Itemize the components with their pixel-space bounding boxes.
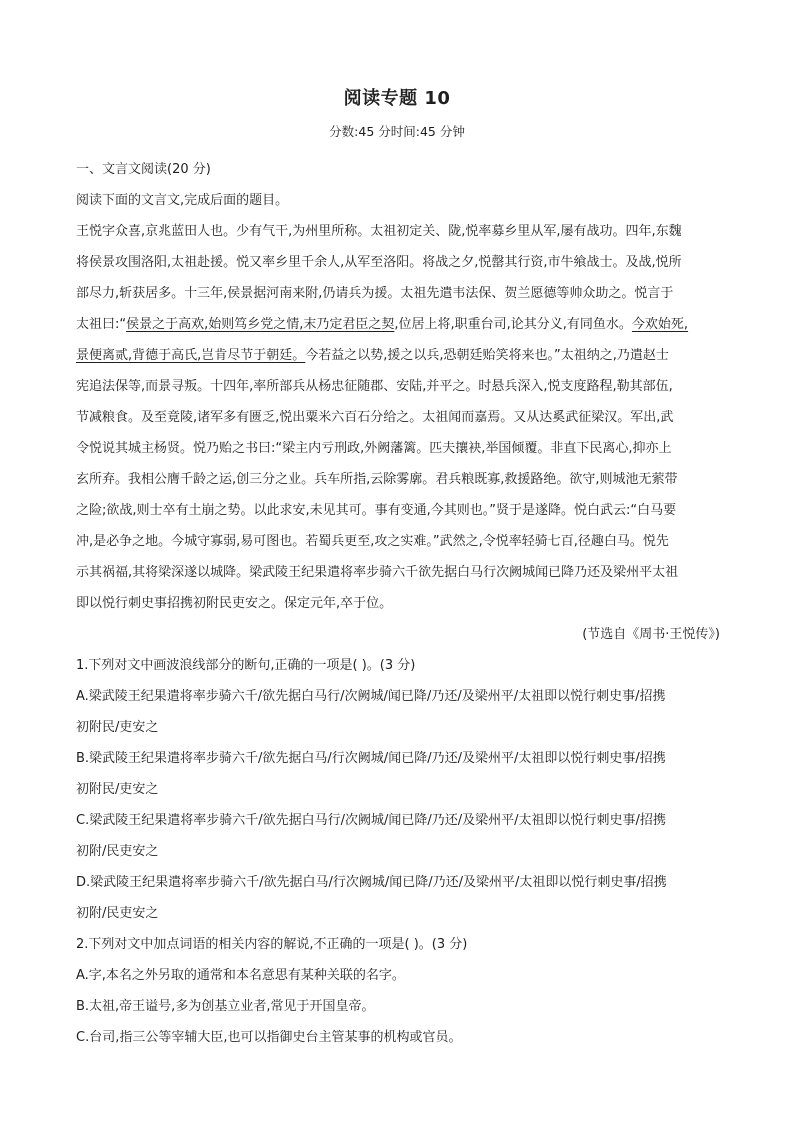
passage-line: 宪追法保等,而景寻叛。十四年,率所部兵从杨忠征随郡、安陆,并平之。时悬兵深入,悦支度路程,勒其部伍,: [76, 379, 673, 394]
underlined-passage-text: 今欢始死,: [631, 317, 689, 332]
passage-line: 节减粮食。及至竟陵,诸军多有匮乏,悦出粟米六百石分给之。太祖闻而嘉焉。又从达奚武征梁汉。军出,武: [76, 410, 674, 425]
passage-line: [76, 309, 720, 340]
underlined-passage-text: 侯景之于高欢,始则笃乡党之情,末乃定君臣之契: [126, 317, 395, 332]
section-heading: 一、文言文阅读(20 分): [76, 162, 211, 177]
question-1-option-c-cont: 初附/民吏安之: [76, 844, 159, 859]
question-2-stem: 2.下列对文中加点词语的相关内容的解说,不正确的一项是( )。(3 分): [76, 937, 468, 952]
passage-text: 今若益之以势,援之以兵,恐朝廷贻笑将来也。”太祖纳之,乃遣赵士: [305, 348, 669, 363]
passage-line: 玄所弃。我相公膺千龄之运,创三分之业。兵车所指,云除雾廓。君兵粮既寡,救援路绝。欲守,则城池无萦带: [76, 472, 678, 487]
passage-text: 即以悦行刺史事招携初附民吏安之。: [76, 596, 285, 611]
question-1-option-a: A.梁武陵王纪果遣将率步骑六千/欲先据白马行/次阙城/闻已降/乃还/及梁州平/太祖即以悦行刺史事/招携: [76, 689, 666, 704]
question-2-option-a: A.字,本名之外另取的通常和本名意思有某种关联的名字。: [76, 968, 405, 983]
passage-line: 将侯景攻围洛阳,太祖赴援。悦又率乡里千余人,从军至洛阳。将战之夕,悦罄其行资,市牛飨战士。及战,悦所: [76, 255, 682, 270]
underlined-passage-text: 景便离贰,背德于高氏,岂肯尽节于朝廷。: [76, 348, 306, 363]
question-1-option-b: B.梁武陵王纪果遣将率步骑六千/欲先据白马/行次阙城/闻已降/乃还/及梁州平/太祖即以悦行刺史事/招携: [76, 751, 666, 766]
passage-line: 部尽力,斩获居多。十三年,侯景据河南来附,仍请兵为援。太祖先遣韦法保、贺兰愿德等帅众助之。悦言于: [76, 286, 674, 301]
document-title: 阅读专题 10: [343, 88, 451, 109]
document-subtitle: 分数:45 分时间:45 分钟: [329, 124, 465, 139]
passage-line: [76, 557, 720, 588]
question-1-option-d: D.梁武陵王纪果遣将率步骑六千/欲先据白马/行次阙城/闻已降/乃还/及梁州平/太祖即以悦行刺史事/招携: [76, 875, 667, 890]
question-2-option-b: B.太祖,帝王谥号,多为创基立业者,常见于开国皇帝。: [76, 999, 375, 1014]
question-1-option-a-cont: 初附民/吏安之: [76, 720, 159, 735]
passage-line: 冲,是必争之地。今城守寡弱,易可图也。若蜀兵更至,攻之实难。”武然之,令悦率轻骑七百,径趣白马。悦先: [76, 534, 669, 549]
passage-text: 太祖曰:“: [76, 317, 127, 332]
passage-line: 令悦说其城主杨贤。悦乃贻之书曰:“梁主内亏刑政,外阙藩篱。匹夫攘袂,举国倾覆。非直下民离心,抑亦上: [76, 441, 672, 456]
passage-line: 之险;欲战,则士卒有土崩之势。以此求安,未见其可。事有变通,今其则也。”贤于是遂降。悦白武云:“白马要: [76, 503, 677, 518]
passage-line: [76, 340, 720, 371]
passage-text: 示其祸福,其将梁深遂以城降。梁武陵王纪果遣将率步骑六千欲先据白马行次阙城闻已降乃还及梁州平太祖: [76, 565, 679, 580]
passage-source: (节选自《周书·王悦传》): [582, 627, 720, 642]
section-instruction: 阅读下面的文言文,完成后面的题目。: [76, 193, 289, 208]
passage-text: 保定元年,卒于位。: [284, 596, 393, 611]
passage-line: [76, 588, 720, 619]
question-1-stem: 1.下列对文中画波浪线部分的断句,正确的一项是( )。(3 分): [76, 658, 416, 673]
question-1-option-d-cont: 初附/民吏安之: [76, 906, 159, 921]
document-body: [76, 154, 720, 1053]
question-2-option-c: C.台司,指三公等宰辅大臣,也可以指御史台主管某事的机构或官员。: [76, 1030, 462, 1045]
passage-line: 王悦字众喜,京兆蓝田人也。少有气干,为州里所称。太祖初定关、陇,悦率募乡里从军,屡有战功。四年,东魏: [76, 224, 682, 239]
question-1-option-c: C.梁武陵王纪果遣将率步骑六千/欲先据白马行/次阙城/闻已降/乃还/及梁州平/太祖即以悦行刺史事/招携: [76, 813, 666, 828]
passage-text: ,位居上将,职重台司,论其分义,有同鱼水。: [394, 317, 632, 332]
question-1-option-b-cont: 初附民/吏安之: [76, 782, 159, 797]
